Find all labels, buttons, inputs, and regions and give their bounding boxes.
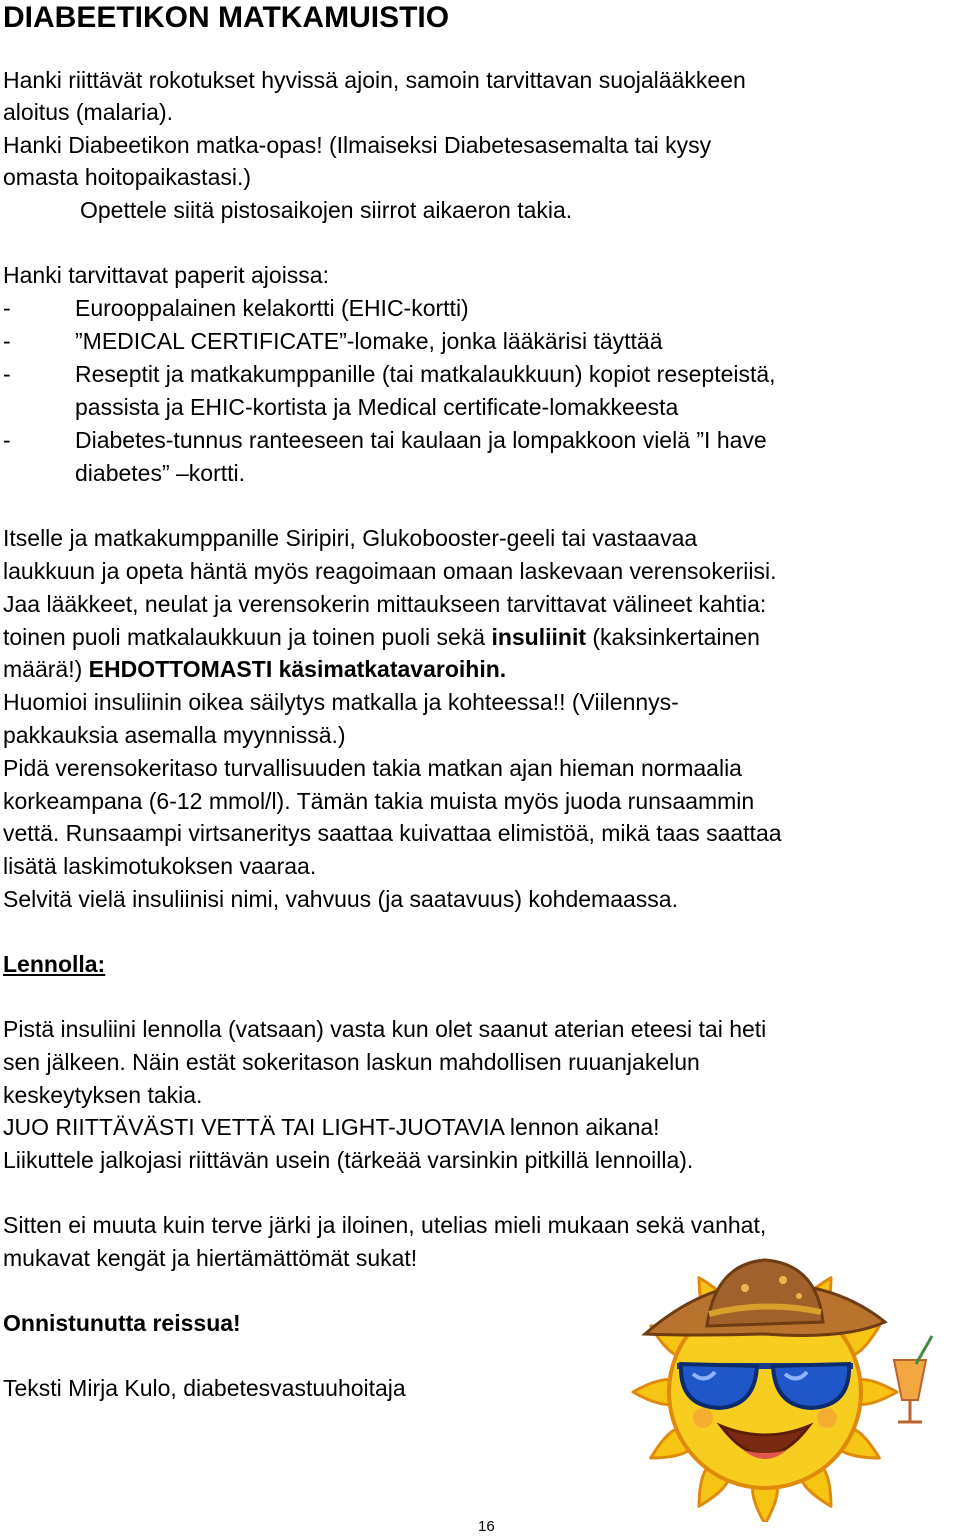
body-line: korkeampana (6-12 mmol/l). Tämän takia muista myös juoda runsaammin [3,788,755,814]
flight-line: sen jälkeen. Näin estät sokeritason laskun mahdollisen ruuanjakelun [3,1049,700,1075]
body-text: määrä!) [3,656,89,682]
flight-heading: Lennolla: [3,951,106,977]
flight-line: JUO RIITTÄVÄSTI VETTÄ TAI LIGHT-JUOTAVIA lennon aikana! [3,1114,660,1140]
body-line: laukkuun ja opeta häntä myös reagoimaan omaan laskevaan verensokeriisi. [3,558,777,584]
papers-item [0,358,960,391]
papers-item-text: Eurooppalainen kelakortti (EHIC-kortti) [75,295,469,321]
body-line: Itselle ja matkakumppanille Siripiri, Glukobooster-geeli tai vastaavaa [3,525,698,551]
closing-line: Sitten ei muuta kuin terve järki ja iloinen, utelias mieli mukaan sekä vanhat, [3,1212,767,1238]
body-line [3,653,506,686]
list-dash: - [3,295,11,321]
page-title: DIABEETIKON MATKAMUISTIO [3,1,450,34]
intro-line-indented: Opettele siitä pistosaikojen siirrot aikaeron takia. [80,197,573,223]
body-line: lisätä laskimotukoksen vaaraa. [3,853,317,879]
body-text: (kaksinkertainen [586,624,760,650]
papers-item-text: Diabetes-tunnus ranteeseen tai kaulaan ja lompakkoon vielä ”I have [75,427,767,453]
intro-line: Hanki riittävät rokotukset hyvissä ajoin, samoin tarvittavan suojalääkkeen [3,67,746,93]
papers-item-text: ”MEDICAL CERTIFICATE”-lomake, jonka lääkärisi täyttää [75,328,663,354]
closing-wish: Onnistunutta reissua! [3,1310,241,1336]
list-dash: - [3,328,11,354]
papers-item [0,292,960,325]
body-line: Pidä verensokeritaso turvallisuuden takia matkan ajan hieman normaalia [3,755,742,781]
author-credit: Teksti Mirja Kulo, diabetesvastuuhoitaja [3,1375,406,1401]
flight-line: keskeytyksen takia. [3,1082,203,1108]
list-dash: - [3,427,11,453]
body-line: Huomioi insuliinin oikea säilytys matkalla ja kohteessa!! (Viilennys- [3,689,679,715]
body-line: Selvitä vielä insuliinisi nimi, vahvuus (ja saatavuus) kohdemaassa. [3,886,678,912]
body-line: Jaa lääkkeet, neulat ja verensokerin mittaukseen tarvittavat välineet kahtia: [3,591,767,617]
intro-line: Hanki Diabeetikon matka-opas! (Ilmaiseksi Diabetesasemalta tai kysy [3,132,712,158]
papers-item-continuation: diabetes” –kortti. [75,460,246,486]
flight-line: Liikuttele jalkojasi riittävän usein (tärkeää varsinkin pitkillä lennoilla). [3,1147,694,1173]
body-text: toinen puoli matkalaukkuun ja toinen puoli sekä [3,624,492,650]
papers-item [0,424,960,457]
insulin-emphasis: insuliinit [491,624,586,650]
page-number: 16 [478,1518,495,1535]
papers-item-continuation: passista ja EHIC-kortista ja Medical certificate-lomakkeesta [75,394,679,420]
body-line: pakkauksia asemalla myynnissä.) [3,722,346,748]
intro-line: aloitus (malaria). [3,99,173,125]
sun-with-sunglasses-and-hat-icon [590,1250,950,1522]
list-dash: - [3,361,11,387]
papers-item-text: Reseptit ja matkakumppanille (tai matkalaukkuun) kopiot resepteistä, [75,361,776,387]
intro-line: omasta hoitopaikastasi.) [3,164,252,190]
closing-line: mukavat kengät ja hiertämättömät sukat! [3,1245,418,1271]
body-line [3,621,760,654]
body-line: vettä. Runsaampi virtsaneritys saattaa kuivattaa elimistöä, mikä taas saattaa [3,820,782,846]
papers-item [0,325,960,358]
carry-on-emphasis: EHDOTTOMASTI käsimatkatavaroihin. [88,656,507,682]
papers-heading: Hanki tarvittavat paperit ajoissa: [3,262,329,288]
flight-line: Pistä insuliini lennolla (vatsaan) vasta kun olet saanut aterian eteesi tai heti [3,1016,767,1042]
